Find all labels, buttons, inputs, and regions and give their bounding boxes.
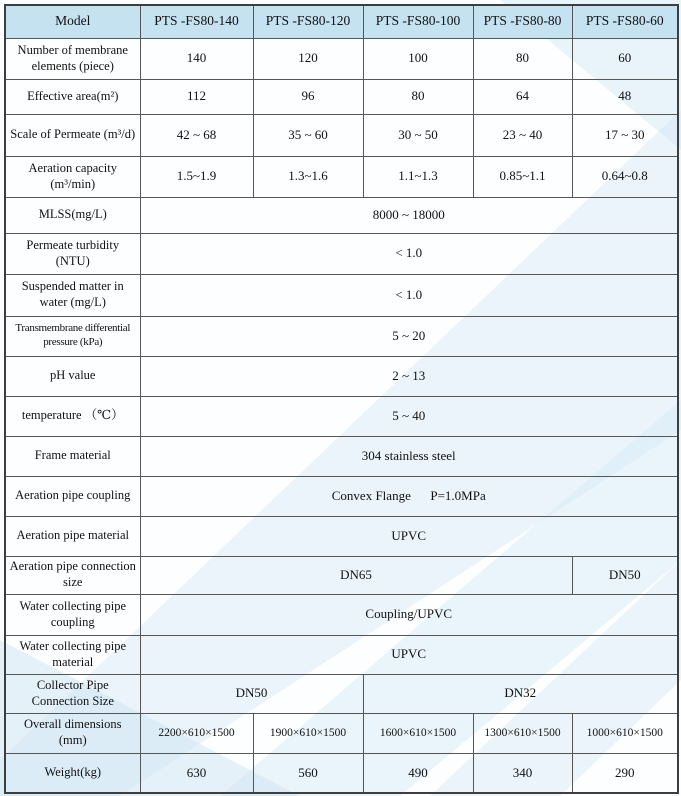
column-header: PTS -FS80-120 — [253, 5, 363, 38]
cell-value: 30 ~ 50 — [363, 114, 473, 156]
cell-value: 35 ~ 60 — [253, 114, 363, 156]
cell-value-merged: DN32 — [363, 674, 678, 713]
cell-value: 340 — [473, 753, 572, 793]
row-label: MLSS(mg/L) — [5, 197, 140, 233]
cell-value-merged: < 1.0 — [140, 274, 678, 316]
cell-value-merged: < 1.0 — [140, 233, 678, 274]
row-label: Number of membrane elements (piece) — [5, 38, 140, 79]
column-header: PTS -FS80-60 — [572, 5, 678, 38]
cell-value: 1900×610×1500 — [253, 713, 363, 753]
table-row-temperature — [5, 396, 678, 436]
table-row-suspended-matter — [5, 274, 678, 316]
row-label: Effective area(m²) — [5, 79, 140, 114]
cell-value: 80 — [363, 79, 473, 114]
row-label: Water collecting pipe material — [5, 635, 140, 674]
row-label: temperature （℃） — [5, 396, 140, 436]
cell-value-merged: Convex Flange P=1.0MPa — [140, 476, 678, 516]
cell-value: 290 — [572, 753, 678, 793]
table-row-permeate-turbidity — [5, 233, 678, 274]
row-label: Water collecting pipe coupling — [5, 594, 140, 635]
cell-value: 1.5~1.9 — [140, 156, 253, 197]
row-label: Weight(kg) — [5, 753, 140, 793]
cell-value-merged: 5 ~ 40 — [140, 396, 678, 436]
row-label: Overall dimensions (mm) — [5, 713, 140, 753]
row-label: Scale of Permeate (m³/d) — [5, 114, 140, 156]
cell-value: 42 ~ 68 — [140, 114, 253, 156]
table-row-weight — [5, 753, 678, 793]
cell-value-merged: 304 stainless steel — [140, 436, 678, 476]
cell-value: 120 — [253, 38, 363, 79]
cell-value: 1.1~1.3 — [363, 156, 473, 197]
cell-value: 630 — [140, 753, 253, 793]
cell-value: 60 — [572, 38, 678, 79]
cell-value: 23 ~ 40 — [473, 114, 572, 156]
cell-value: 1300×610×1500 — [473, 713, 572, 753]
cell-value: 1.3~1.6 — [253, 156, 363, 197]
table-row-mlss — [5, 197, 678, 233]
row-label: Permeate turbidity (NTU) — [5, 233, 140, 274]
cell-value: 80 — [473, 38, 572, 79]
table-row-permeate-scale — [5, 114, 678, 156]
spec-table — [4, 4, 679, 794]
table-row-aeration-capacity — [5, 156, 678, 197]
row-label: Aeration capacity (m³/min) — [5, 156, 140, 197]
column-header: PTS -FS80-80 — [473, 5, 572, 38]
cell-value-merged: DN65 — [140, 556, 572, 594]
table-row-ph-value — [5, 356, 678, 396]
cell-value: 2200×610×1500 — [140, 713, 253, 753]
row-label: Aeration pipe connection size — [5, 556, 140, 594]
cell-value: 112 — [140, 79, 253, 114]
cell-value-merged: Coupling/UPVC — [140, 594, 678, 635]
cell-value: 490 — [363, 753, 473, 793]
cell-value: 1600×610×1500 — [363, 713, 473, 753]
table-row-aeration-pipe-coupling — [5, 476, 678, 516]
cell-value-merged: DN50 — [140, 674, 363, 713]
row-label: Transmembrane differential pressure (kPa) — [5, 316, 140, 356]
table-row-overall-dimensions — [5, 713, 678, 753]
column-header-model: Model — [5, 5, 140, 38]
cell-value: 0.64~0.8 — [572, 156, 678, 197]
cell-value-merged: UPVC — [140, 516, 678, 556]
row-label: pH value — [5, 356, 140, 396]
column-header: PTS -FS80-140 — [140, 5, 253, 38]
row-label: Frame material — [5, 436, 140, 476]
row-label: Collector Pipe Connection Size — [5, 674, 140, 713]
cell-value: 1000×610×1500 — [572, 713, 678, 753]
cell-value-merged: 5 ~ 20 — [140, 316, 678, 356]
cell-value-merged: UPVC — [140, 635, 678, 674]
cell-value: 17 ~ 30 — [572, 114, 678, 156]
header-row — [5, 5, 678, 38]
row-label: Aeration pipe material — [5, 516, 140, 556]
cell-value-merged: 2 ~ 13 — [140, 356, 678, 396]
cell-value: 96 — [253, 79, 363, 114]
table-row-effective-area — [5, 79, 678, 114]
cell-value: 48 — [572, 79, 678, 114]
table-row-water-pipe-coupling — [5, 594, 678, 635]
table-row-transmembrane-pressure — [5, 316, 678, 356]
cell-value: 140 — [140, 38, 253, 79]
cell-value: 64 — [473, 79, 572, 114]
table-row-aeration-pipe-material — [5, 516, 678, 556]
column-header: PTS -FS80-100 — [363, 5, 473, 38]
table-row-collector-pipe-size — [5, 674, 678, 713]
cell-value: 0.85~1.1 — [473, 156, 572, 197]
row-label: Suspended matter in water (mg/L) — [5, 274, 140, 316]
cell-value: 560 — [253, 753, 363, 793]
cell-value: DN50 — [572, 556, 678, 594]
row-label: Aeration pipe coupling — [5, 476, 140, 516]
table-row-aeration-pipe-connection — [5, 556, 678, 594]
table-row-frame-material — [5, 436, 678, 476]
cell-value-merged: 8000 ~ 18000 — [140, 197, 678, 233]
table-row-water-pipe-material — [5, 635, 678, 674]
table-row-membrane-elements — [5, 38, 678, 79]
cell-value: 100 — [363, 38, 473, 79]
